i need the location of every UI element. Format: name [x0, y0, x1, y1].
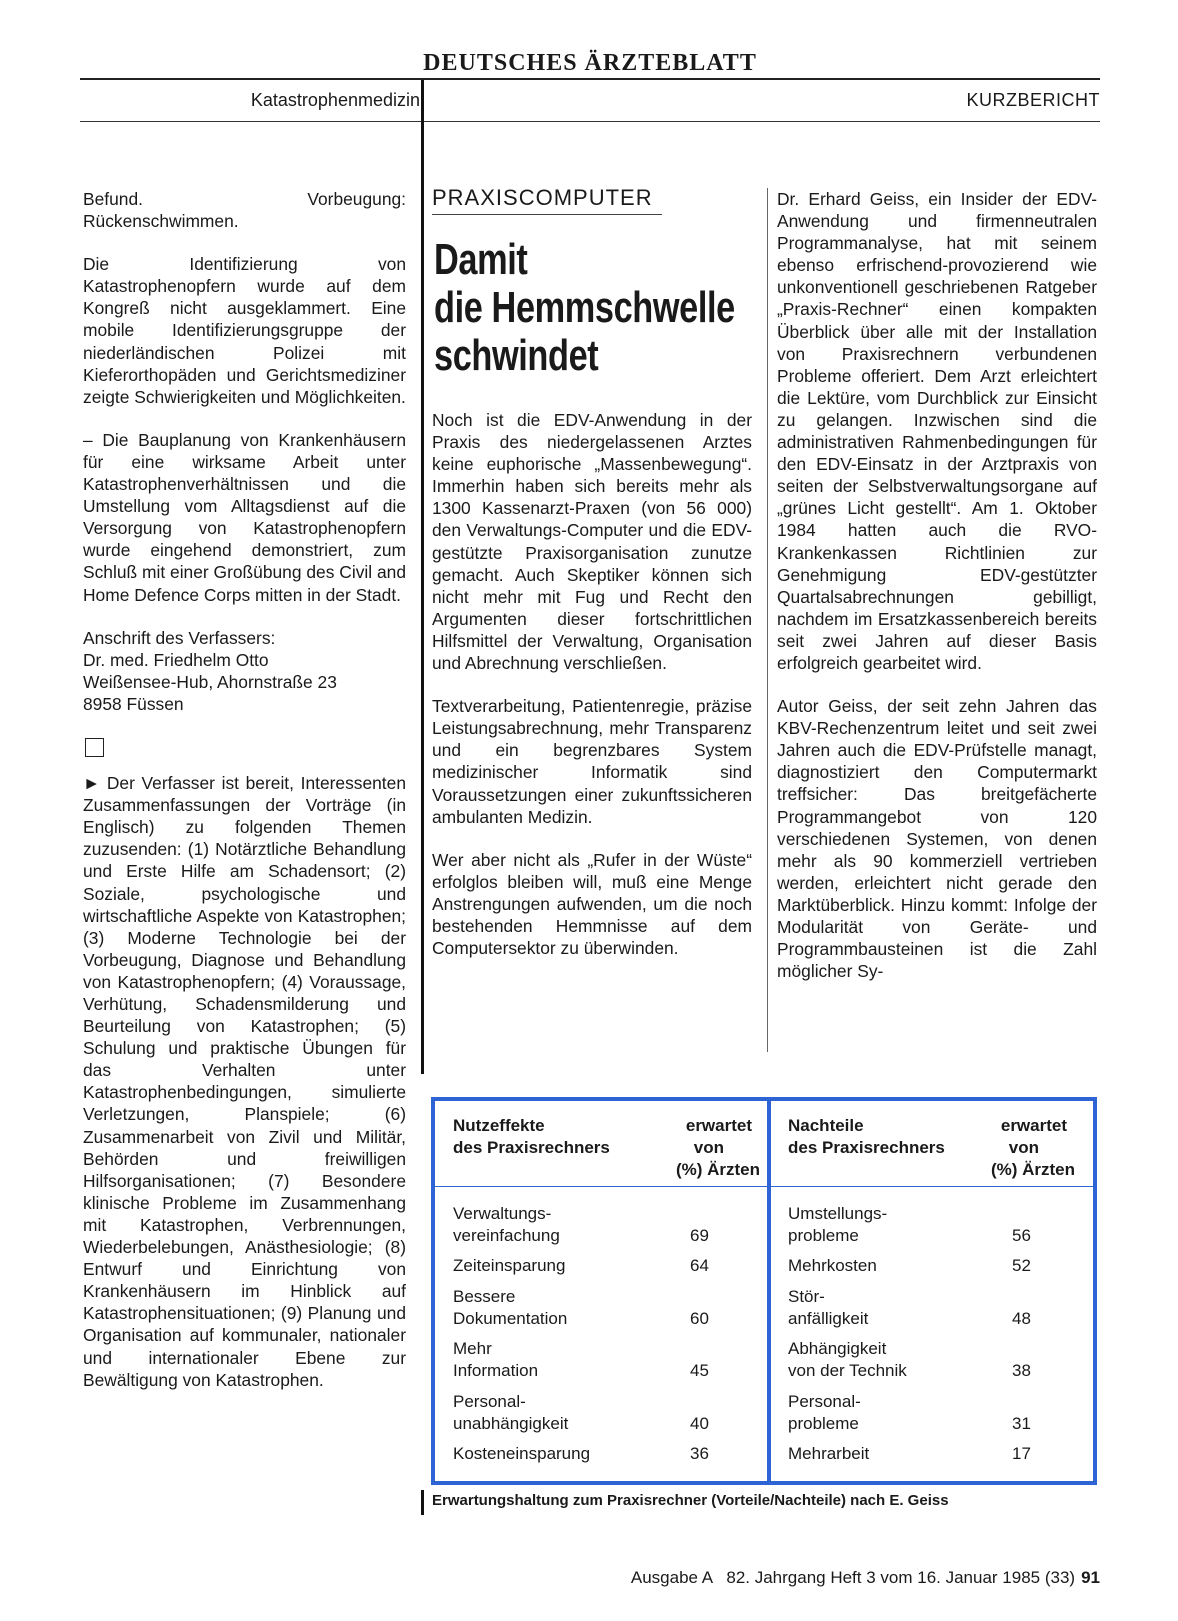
masthead-rule — [80, 78, 1100, 80]
row-label: Bessere — [453, 1287, 516, 1306]
row-label: Kosteneinsparung — [453, 1444, 591, 1463]
address-line: 8958 Füssen — [83, 693, 184, 714]
header-text: erwartet — [1000, 1116, 1067, 1135]
article-kicker: PRAXISCOMPUTER — [432, 185, 653, 210]
row-label: Personal- — [788, 1392, 861, 1411]
row-label: Mehrkosten — [788, 1256, 877, 1275]
row-value: 31 — [1012, 1414, 1031, 1433]
table-header-rule — [435, 1186, 767, 1187]
header-text: von — [693, 1138, 724, 1157]
paragraph: – Die Bauplanung von Krankenhäusern für eine wirksame Arbeit unter Katastrophenverhältnissen und die Umstellung vom Alltagsdienst auf die Versorgung von Katastrophenopfern wurde eingehend demonstriert, zum Schluß mit einer Großübung des Civil and Home Defence Corps mitten in der Stadt. — [83, 429, 406, 605]
row-label: probleme — [788, 1226, 859, 1245]
section-rule — [80, 121, 1100, 122]
table-row — [788, 1286, 988, 1330]
row-label: Abhängigkeit — [788, 1339, 887, 1358]
table-row — [453, 1203, 653, 1247]
table-header-value-left — [640, 1115, 760, 1181]
table-header-rule — [771, 1186, 1093, 1187]
column-divider-article — [767, 188, 768, 1052]
header-text: erwartet — [685, 1116, 752, 1135]
header-text: (%) Ärzten — [675, 1160, 760, 1179]
page-number: 91 — [1081, 1568, 1100, 1587]
headline-line: die Hemmschwelle — [434, 283, 735, 332]
row-value: 36 — [690, 1444, 709, 1463]
row-label: unabhängigkeit — [453, 1414, 569, 1433]
table-header-value-right — [955, 1115, 1075, 1181]
address-line: Weißensee-Hub, Ahornstraße 23 — [83, 671, 337, 692]
row-value: 52 — [1012, 1256, 1031, 1275]
row-value: 48 — [1012, 1309, 1031, 1328]
issue-info: Ausgabe A 82. Jahrgang Heft 3 vom 16. Januar 1985 (33) — [630, 1568, 1076, 1587]
row-label: Umstellungs- — [788, 1204, 888, 1223]
row-label: Personal- — [453, 1392, 526, 1411]
section-label-right: KURZBERICHT — [966, 90, 1100, 110]
header-text: des Praxisrechners — [453, 1138, 610, 1157]
table-header-disadvantages — [788, 1115, 978, 1159]
kicker-underline — [432, 214, 662, 215]
paragraph: Befund. Vorbeugung: Rückenschwimmen. — [83, 189, 406, 232]
left-column — [83, 188, 406, 1412]
table-row — [453, 1338, 653, 1382]
table-row — [788, 1255, 988, 1277]
row-label: probleme — [788, 1414, 859, 1433]
table-center-divider — [767, 1101, 771, 1481]
column-divider-main — [421, 80, 424, 1074]
headline-line: Damit — [434, 235, 528, 284]
row-value: 38 — [1012, 1361, 1031, 1380]
row-label: Verwaltungs- — [453, 1204, 552, 1223]
table-row — [788, 1203, 988, 1247]
article-headline — [434, 235, 735, 380]
column-divider-bottom — [421, 1490, 424, 1515]
paragraph: Noch ist die EDV-Anwendung in der Praxis des niedergelassenen Arztes keine euphorische „Massenbewegung“. Immerhin haben sich bereits mehr als 1300 Kassenarzt-Praxen (von 56 000) den Verwaltungs-Computer und die EDV-gestützte Praxisorganisation zunutze gemacht. Auch Skeptiker können sich nicht mehr mit Fug und Recht den Argumenten dieser fortschrittlichen Hilfsmittel der Verwaltung, Organisation und Abrechnung verschließen. — [432, 410, 752, 674]
row-value: 69 — [690, 1226, 709, 1245]
row-value: 45 — [690, 1361, 709, 1380]
header-text: von — [1008, 1138, 1039, 1157]
table-caption: Erwartungshaltung zum Praxisrechner (Vorteile/Nachteile) nach E. Geiss — [432, 1492, 949, 1509]
table-row — [788, 1391, 988, 1435]
header-text: Nutzeffekte — [453, 1116, 545, 1135]
row-label: Information — [453, 1361, 539, 1380]
row-label: Mehrarbeit — [788, 1444, 870, 1463]
row-value: 60 — [690, 1309, 709, 1328]
page-footer — [631, 1567, 1100, 1589]
masthead: DEUTSCHES ÄRZTEBLATT — [423, 50, 757, 76]
article-column-right — [777, 188, 1097, 1003]
paragraph: Wer aber nicht als „Rufer in der Wüste“ erfolglos bleiben will, muß eine Menge Anstrengungen aufwenden, um die noch bestehenden Hemmnisse auf dem Computersektor zu überwinden. — [432, 849, 752, 959]
table-header-advantages — [453, 1115, 643, 1159]
table-row — [453, 1443, 653, 1465]
row-label: Stör- — [788, 1287, 825, 1306]
paragraph: Textverarbeitung, Patientenregie, präzise Leistungsabrechnung, mehr Transparenz und ein begrenzbares System medizinischer Informatik sind Voraussetzungen einer zukunftssicheren ambulanten Medizin. — [432, 696, 752, 827]
address-line: Dr. med. Friedhelm Otto — [83, 649, 269, 670]
row-value: 40 — [690, 1414, 709, 1433]
table-row — [453, 1286, 653, 1330]
author-address — [83, 627, 406, 715]
row-label: vereinfachung — [453, 1226, 560, 1245]
table-row — [788, 1338, 988, 1382]
row-value: 56 — [1012, 1226, 1031, 1245]
row-label: anfälligkeit — [788, 1309, 869, 1328]
section-label-left: Katastrophenmedizin — [250, 90, 420, 110]
table-row — [453, 1391, 653, 1435]
row-value: 17 — [1012, 1444, 1031, 1463]
end-mark-box — [85, 738, 104, 757]
paragraph: Autor Geiss, der seit zehn Jahren das KBV-Rechenzentrum leitet und seit zwei Jahren auch die EDV-Prüfstelle managt, diagnostiziert den Computermarkt treffsicher: Das breitgefächerte Programmangebot von 120 verschiedenen Systemen, von denen mehr als 90 kommerziell vertrieben werden, erleichtert nicht gerade den Marktüberblick. Hinzu kommt: Infolge der Modularität von Geräte- und Programmbausteinen ist die Zahl möglicher Sy- — [777, 696, 1097, 982]
row-label: Dokumentation — [453, 1309, 568, 1328]
table-row — [453, 1255, 653, 1277]
header-text: des Praxisrechners — [788, 1138, 945, 1157]
header-text: Nachteile — [788, 1116, 864, 1135]
row-label: Zeiteinsparung — [453, 1256, 566, 1275]
row-value: 64 — [690, 1256, 709, 1275]
row-label: Mehr — [453, 1339, 492, 1358]
article-column-middle — [432, 409, 752, 980]
headline-line: schwindet — [434, 331, 599, 380]
address-line: Anschrift des Verfassers: — [83, 627, 276, 648]
author-note: ► Der Verfasser ist bereit, Interessenten Zusammenfassungen der Vorträge (in Englisch) zu folgenden Themen zuzusenden: (1) Notärztliche Behandlung und Erste Hilfe am Schadensort; (2) Soziale, psychologische und wirtschaftliche Aspekte von Katastrophen; (3) Moderne Technologie bei der Vorbeugung, Diagnose und Behandlung von Katastrophenopfern; (4) Voraussage, Verhütung, Schadensmilderung und Beurteilung von Katastrophen; (5) Schulung und praktische Übungen für das Verhalten unter Katastrophenbedingungen, simulierte Verletzungen, Planspiele; (6) Zusammenarbeit von Zivil und Militär, Behörden und freiwilligen Hilfsorganisationen; (7) Besondere klinische Probleme im Zusammenhang mit Katastrophen, Verbrennungen, Wiederbelebungen, Anästhesiologie; (8) Entwurf und Einrichtung von Krankenhäusern im Hinblick auf Katastrophensituationen; (9) Planung und Organisation auf kommunaler, nationaler und internationaler Ebene zur Bewältigung von Katastrophen. — [83, 773, 406, 1390]
paragraph: Die Identifizierung von Katastrophenopfern wurde auf dem Kongreß nicht ausgeklammert. Eine mobile Identifizierungsgruppe der niederländischen Polizei mit Kieferorthopäden und Gerichtsmediziner zeigte Schwierigkeiten und Möglichkeiten. — [83, 254, 406, 407]
table-row — [788, 1443, 988, 1465]
row-label: von der Technik — [788, 1361, 907, 1380]
header-text: (%) Ärzten — [990, 1160, 1075, 1179]
paragraph: Dr. Erhard Geiss, ein Insider der EDV-Anwendung und firmenneutralen Programmanalyse, hat mit seinem ebenso erfrischend-provozierend wie unkonventionell geschriebenen Ratgeber „Praxis-Rechner“ einen kompakten Überblick über alle mit der Installation von Praxisrechnern verbundenen Probleme offeriert. Dem Arzt erleichtert die Lektüre, vom Durchblick zur Einsicht zu gelangen. Inzwischen sind die administrativen Rahmenbedingungen für den EDV-Einsatz in der Arztpraxis von seiten der Selbstverwaltungsorgane auf „grünes Licht gestellt“. Am 1. Oktober 1984 hatten auch die RVO-Krankenkassen Richtlinien zur Genehmigung EDV-gestützter Quartalsabrechnungen gebilligt, nachdem im Ersatzkassenbereich bereits seit zwei Jahren auf dieser Basis erfolgreich gearbeitet wird. — [777, 189, 1097, 673]
